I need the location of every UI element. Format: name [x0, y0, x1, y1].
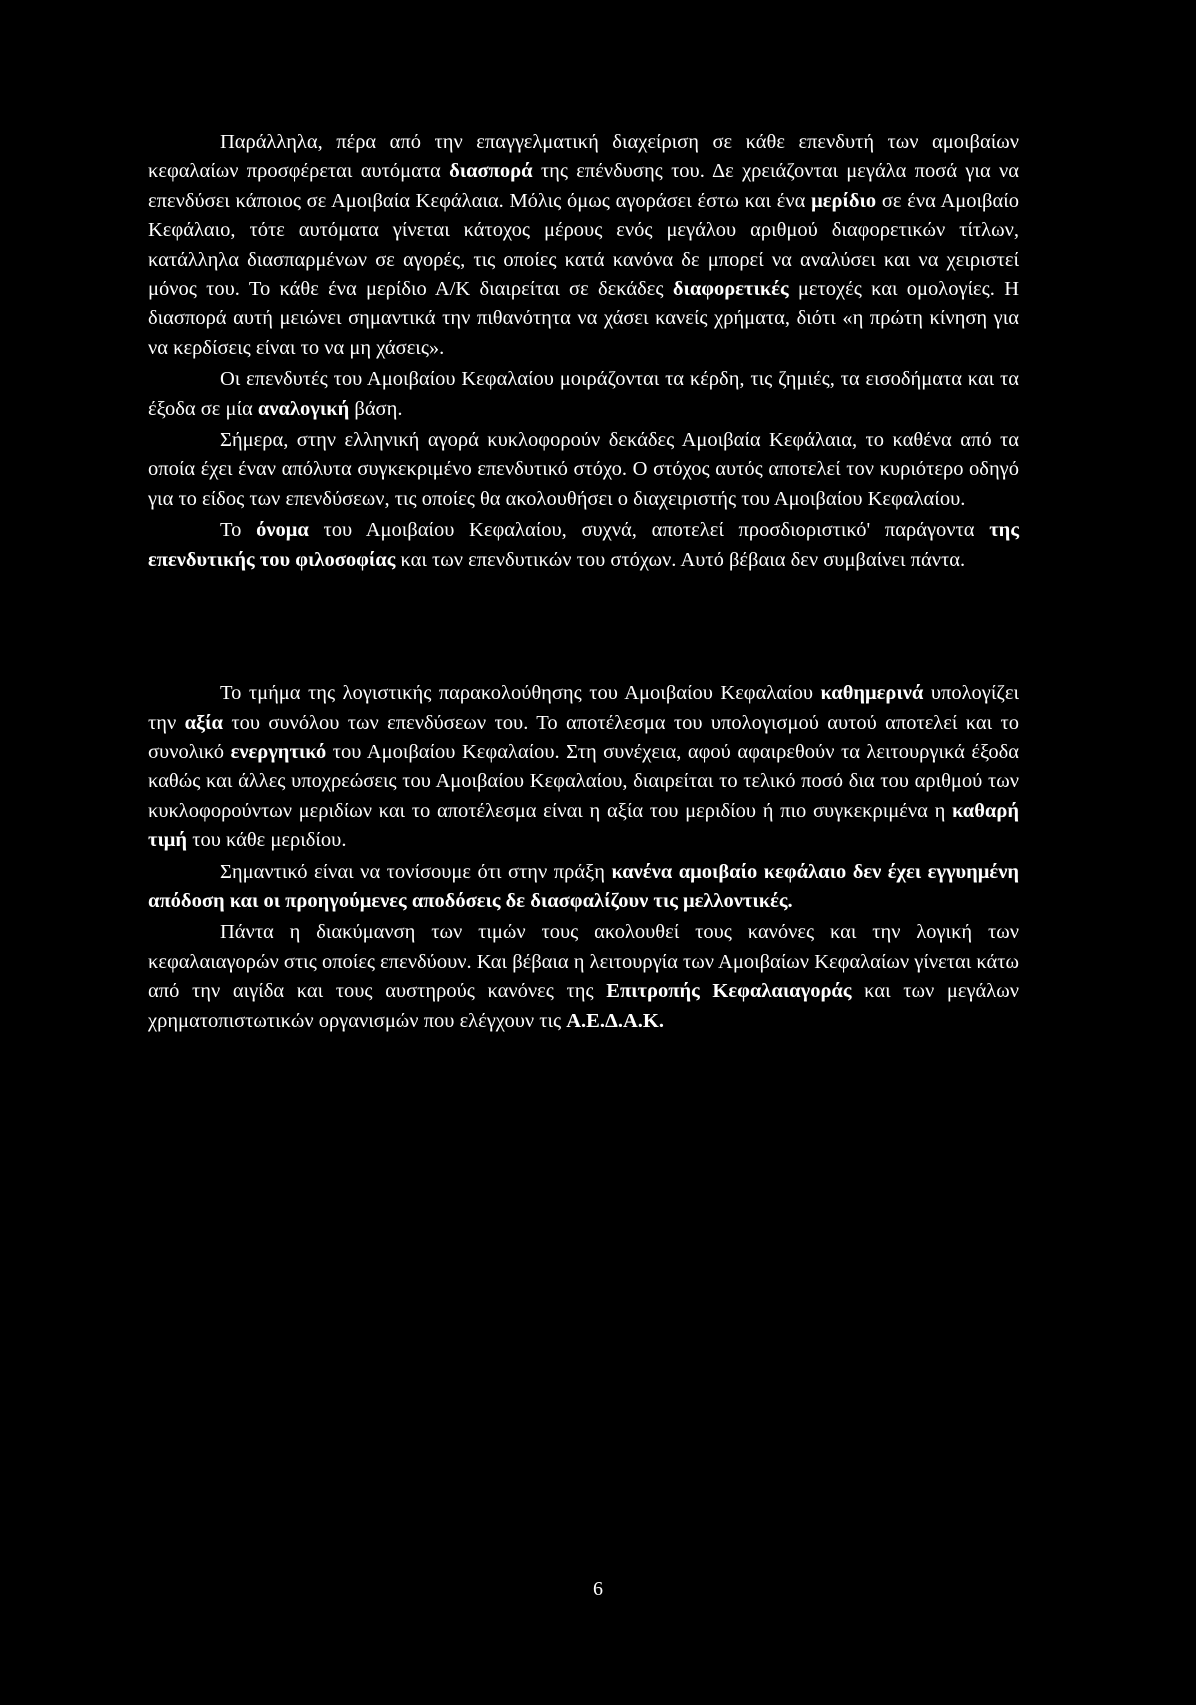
bold-text: της επενδυτικής του φιλοσοφίας — [148, 519, 1019, 571]
paragraph-regulation — [148, 918, 1019, 1036]
bold-text: Επιτροπής Κεφαλαιαγοράς — [606, 980, 852, 1003]
text-run: Το τμήμα της λογιστικής παρακολούθησης του Αμοιβαίου Κεφαλαίου — [220, 682, 821, 705]
text-run: και των επενδυτικών του στόχων. Αυτό βέβαια δεν συμβαίνει πάντα. — [395, 548, 966, 571]
paragraph-no-guarantee — [148, 858, 1019, 917]
text-run: Παράλληλα, πέρα από την επαγγελματική διαχείριση σε κάθε επενδυτή των αμοιβαίων κεφαλαίων προσφέρεται αυτόματα — [148, 131, 1019, 183]
bold-text: κανένα αμοιβαίο κεφάλαιο δεν έχει εγγυημένη απόδοση και οι προηγούμενες αποδόσεις δε διασφαλίζουν τις μελλοντικές. — [148, 860, 1019, 912]
text-run: Πάντα η διακύμανση των τιμών τους ακολουθεί τους κανόνες και την λογική των κεφαλαιαγορών στις οποίες επενδύουν. Και βέβαια η λειτουργία των Αμοιβαίων Κεφαλαίων γίνεται κάτω από την αιγίδα και τους αυστηρούς κανόνες της — [148, 921, 1019, 1003]
bold-text: αξία — [184, 711, 223, 734]
bold-text: όνομα — [256, 519, 309, 542]
bold-text: καθημερινά — [820, 682, 924, 705]
paragraph-daily-valuation — [148, 679, 1019, 855]
text-run: της επένδυσης του. Δε χρειάζονται μεγάλα ποσά για να επενδύσει κάποιος σε Αμοιβαία Κεφάλαια. Μόλις όμως αγοράσει έστω και ένα — [148, 160, 1019, 212]
text-run: υπολογίζει την — [148, 682, 1019, 734]
bold-text: μερίδιο — [811, 189, 877, 212]
paragraph-profit-sharing — [148, 365, 1019, 424]
paragraph-greek-market — [148, 426, 1019, 514]
bold-text: Α.Ε.Δ.Α.Κ. — [566, 1009, 664, 1032]
paragraph-fund-name — [148, 516, 1019, 575]
text-run: Σημαντικό είναι να τονίσουμε ότι στην πράξη — [220, 860, 612, 883]
bold-text: διαφορετικές — [672, 278, 789, 301]
text-run: και των μεγάλων χρηματοπιστωτικών οργανισμών που ελέγχουν τις — [148, 980, 1019, 1032]
bold-text: διασπορά — [449, 160, 533, 183]
text-run: του Αμοιβαίου Κεφαλαίου, συχνά, αποτελεί προσδιοριστικό' παράγοντα — [308, 519, 990, 542]
text-run: Το — [220, 519, 257, 542]
bold-text: καθαρή τιμή — [148, 799, 1019, 852]
text-run: Σήμερα, στην ελληνική αγορά κυκλοφορούν δεκάδες Αμοιβαία Κεφάλαια, το καθένα από τα οποία έχει έναν απόλυτα συγκεκριμένο επενδυτικό στόχο. Ο στόχος αυτός αποτελεί τον κυριότερο οδηγό για το είδος των επενδύσεων, τις οποίες θα ακολουθήσει ο διαχειριστής του Αμοιβαίου Κεφαλαίου. — [148, 429, 1019, 510]
document-body — [148, 128, 1019, 1036]
text-run: του κάθε μεριδίου. — [187, 829, 347, 852]
text-run: του συνόλου των επενδύσεων του. Το αποτέλεσμα του υπολογισμού αυτού αποτελεί και το συνολικό — [148, 711, 1019, 763]
page-number: 6 — [593, 1578, 603, 1600]
text-run: του Αμοιβαίου Κεφαλαίου. Στη συνέχεια, αφού αφαιρεθούν τα λειτουργικά έξοδα καθώς και άλλες υποχρεώσεις του Αμοιβαίου Κεφαλαίου, διαιρείται το τελικό ποσό δια του αριθμού των κυκλοφορούντων μεριδίων και το αποτέλεσμα είναι η αξία του μεριδίου ή πιο συγκεκριμένα η — [148, 740, 1019, 822]
text-run: βάση. — [349, 397, 403, 420]
paragraph-diaspora — [148, 128, 1019, 363]
text-run: μετοχές και ομολογίες. Η διασπορά αυτή μειώνει σημαντικά την πιθανότητα να χάσει κανείς χρήματα, διότι «η πρώτη κίνηση για να κερδίσεις είναι το να μη χάσεις». — [148, 278, 1019, 359]
text-run: σε ένα Αμοιβαίο Κεφάλαιο, τότε αυτόματα γίνεται κάτοχος μέρους ενός μεγάλου αριθμού διαφορετικών τίτλων, κατάλληλα διασπαρμένων σε αγορές, τις οποίες κατά κανόνα δε μπορεί να αναλύσει και να χειριστεί μόνος του. Το κάθε ένα μερίδιο Α/Κ διαιρείται σε δεκάδες — [148, 189, 1019, 301]
bold-text: ενεργητικό — [230, 740, 327, 763]
text-run: Οι επενδυτές του Αμοιβαίου Κεφαλαίου μοιράζονται τα κέρδη, τις ζημιές, τα εισοδήματα και τα έξοδα σε μία — [148, 368, 1019, 420]
bold-text: αναλογική — [257, 397, 350, 420]
